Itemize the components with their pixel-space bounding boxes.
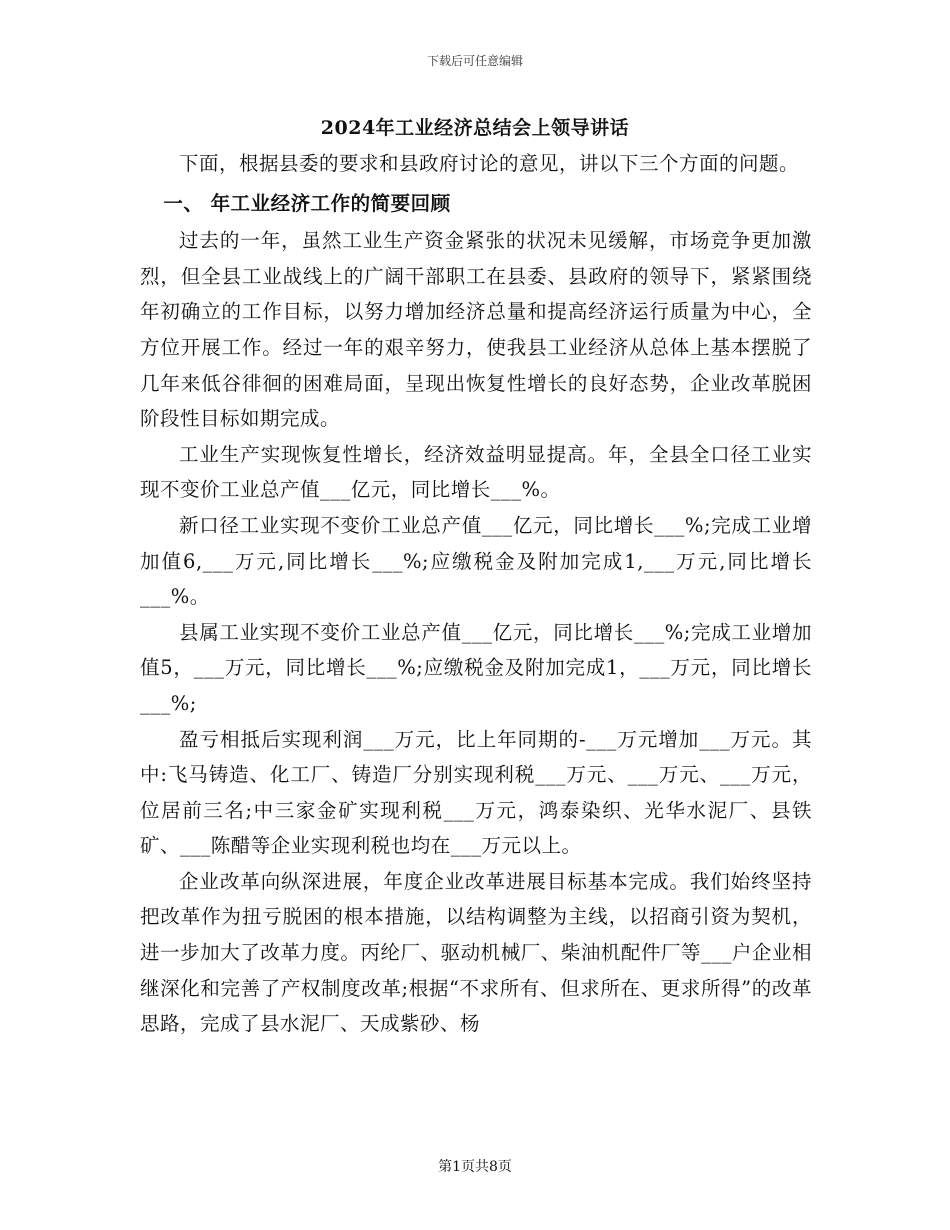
page-number-footer: 第1页共8页 <box>438 1159 512 1175</box>
body-paragraph: 新口径工业实现不变价工业总产值___亿元，同比增长___%;完成工业增加值6,___万元,同比增长___%;应缴税金及附加完成1,___万元,同比增长___%。 <box>140 513 812 609</box>
body-paragraph: 过去的一年，虽然工业生产资金紧张的状况未见缓解，市场竞争更加激烈，但全县工业战线上的广阔干部职工在县委、县政府的领导下，紧紧围绕年初确立的工作目标，以努力增加经济总量和提高经济运行质量为中心，全方位开展工作。经过一年的艰辛努力，使我县工业经济从总体上基本摆脱了几年来低谷徘徊的困难局面，呈现出恢复性增长的良好态势，企业改革脱困阶段性目标如期完成。 <box>140 229 812 431</box>
document-body <box>140 146 812 1042</box>
body-paragraph: 盈亏相抵后实现利润___万元，比上年同期的-___万元增加___万元。其中:飞马铸造、化工厂、铸造厂分别实现利税___万元、___万元、___万元，位居前三名;中三家金矿实现利税___万元，鸿泰染织、光华水泥厂、县铁矿、___陈醋等企业实现利税也均在___万元以上。 <box>140 727 812 858</box>
body-paragraph: 企业改革向纵深进展，年度企业改革进展目标基本完成。我们始终坚持把改革作为扭亏脱困的根本措施，以结构调整为主线，以招商引资为契机，进一步加大了改革力度。丙纶厂、驱动机械厂、柴油机配件厂等___户企业相继深化和完善了产权制度改革;根据“不求所有、但求所在、更求所得”的改革思路，完成了县水泥厂、天成紫砂、杨 <box>140 869 812 1036</box>
page-header-note: 下载后可任意编辑 <box>426 54 523 68</box>
section-heading: 一、 年工业经济工作的简要回顾 <box>163 191 451 215</box>
body-paragraph: 工业生产实现恢复性增长，经济效益明显提高。年，全县全口径工业实现不变价工业总产值___亿元，同比增长___%。 <box>140 442 812 502</box>
document-title: 2024年工业经济总结会上领导讲话 <box>320 117 630 139</box>
body-paragraph: 县属工业实现不变价工业总产值___亿元，同比增长___%;完成工业增加值5，___万元，同比增长___%;应缴税金及附加完成1，___万元，同比增长___%; <box>140 620 812 715</box>
intro-paragraph: 下面，根据县委的要求和县政府讨论的意见，讲以下三个方面的问题。 <box>179 152 800 175</box>
